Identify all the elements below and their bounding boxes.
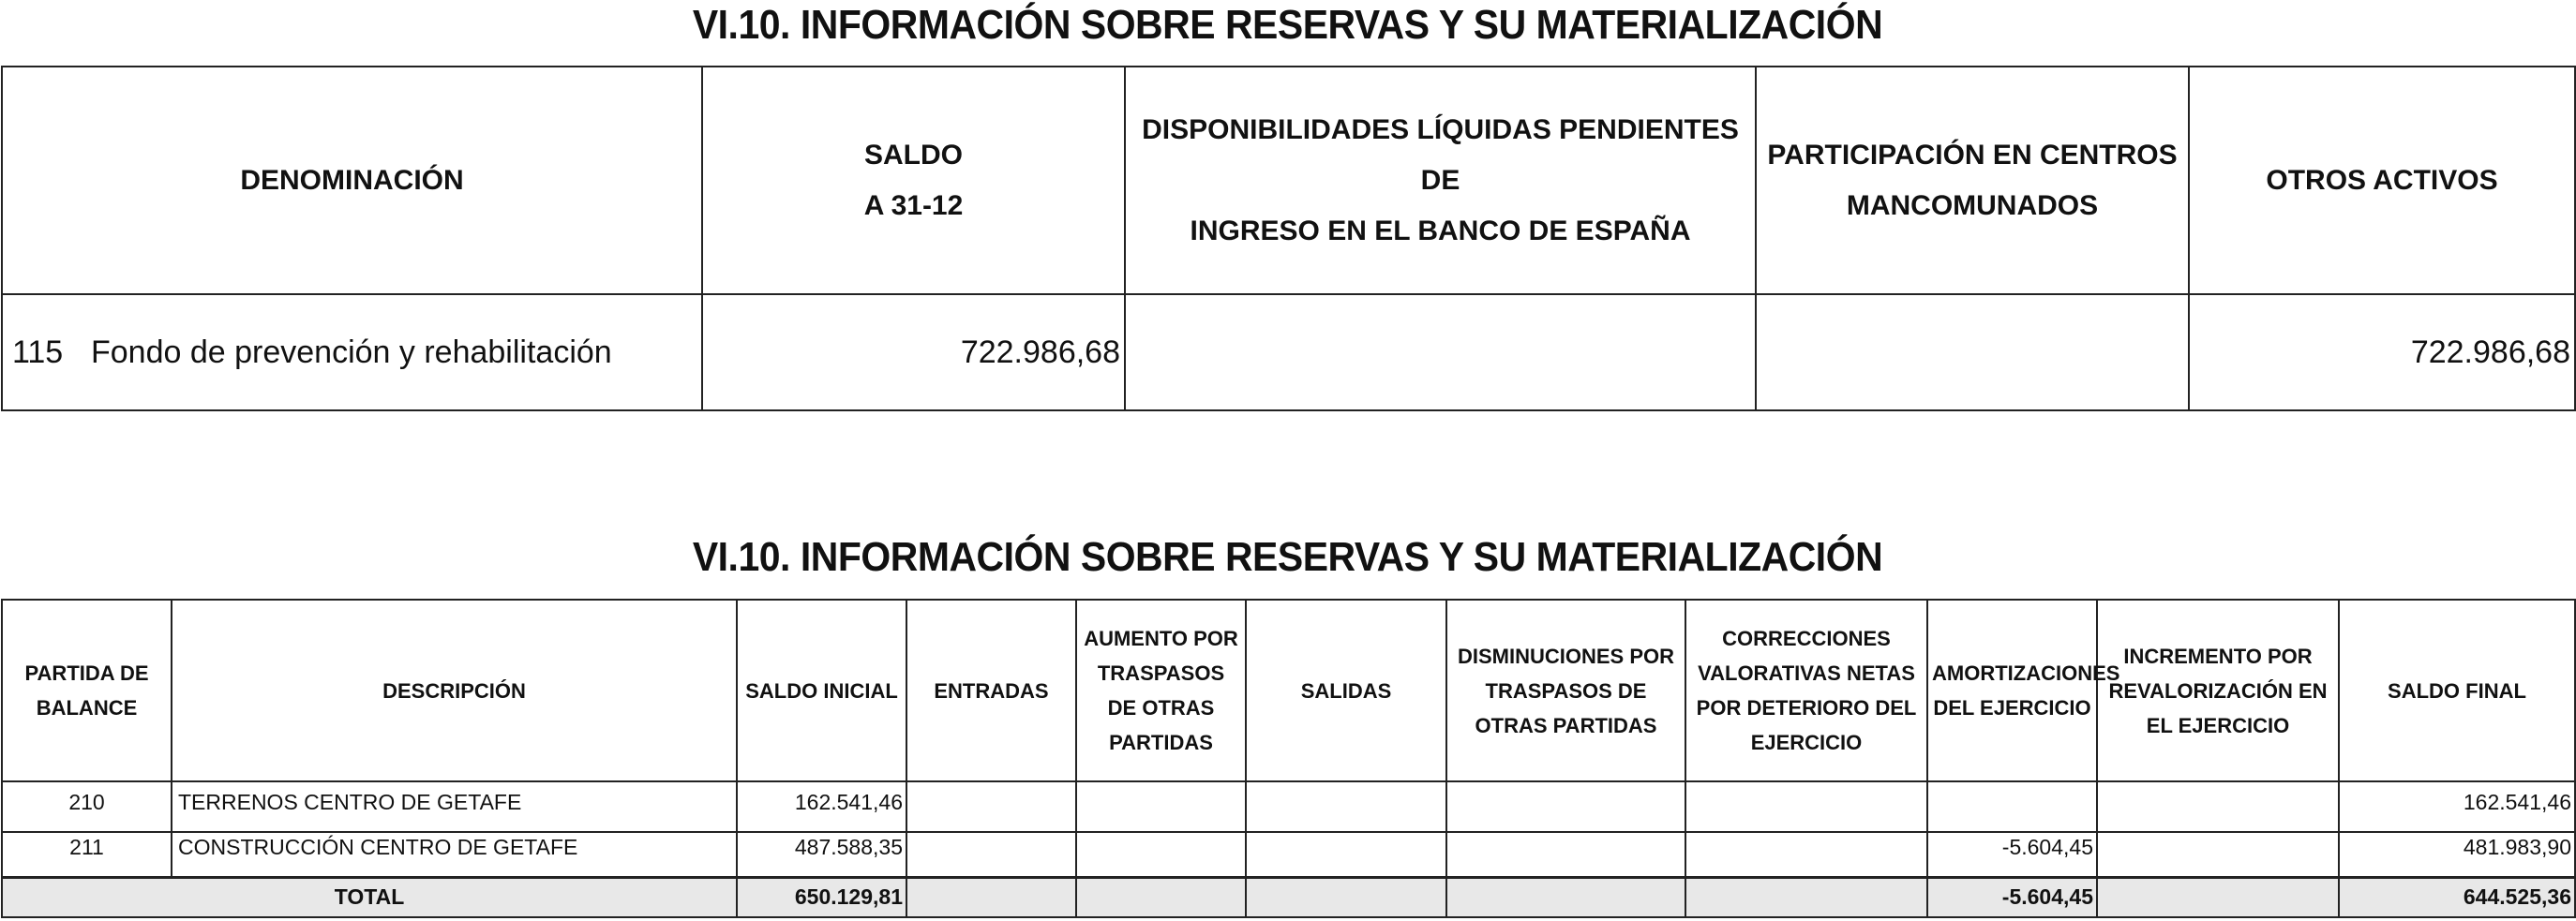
cell-aumento <box>1076 832 1246 877</box>
total-row <box>2 877 2575 917</box>
header-row <box>2 67 2575 294</box>
total-correcciones <box>1685 877 1927 917</box>
total-incremento <box>2097 877 2339 917</box>
page-title-materializacion: VI.10. INFORMACIÓN SOBRE RESERVAS Y SU MATERIALIZACIÓN <box>692 534 1883 580</box>
row-code: 115 <box>12 334 64 370</box>
header-correcciones: CORRECCIONES VALORATIVAS NETAS POR DETERIORO DEL EJERCICIO <box>1685 600 1927 781</box>
header-row <box>2 600 2575 781</box>
cell-entradas <box>906 832 1076 877</box>
cell-partida: 211 <box>2 832 172 877</box>
header-disminuciones: DISMINUCIONES POR TRASPASOS DE OTRAS PARTIDAS <box>1446 600 1685 781</box>
table-row <box>2 781 2575 832</box>
cell-correcciones <box>1685 832 1927 877</box>
header-descripcion: DESCRIPCIÓN <box>172 600 737 781</box>
cell-disponibilidades <box>1125 294 1756 410</box>
cell-disminuciones <box>1446 832 1685 877</box>
total-saldo-inicial: 650.129,81 <box>737 877 906 917</box>
cell-salidas <box>1246 781 1446 832</box>
header-saldo: SALDO A 31-12 <box>702 67 1125 294</box>
header-entradas: ENTRADAS <box>906 600 1076 781</box>
header-amortizaciones: AMORTIZACIONES DEL EJERCICIO <box>1927 600 2097 781</box>
header-participacion: PARTICIPACIÓN EN CENTROS MANCOMUNADOS <box>1756 67 2189 294</box>
cell-salidas <box>1246 832 1446 877</box>
total-aumento <box>1076 877 1246 917</box>
cell-saldo-final: 162.541,46 <box>2339 781 2575 832</box>
cell-descripcion: TERRENOS CENTRO DE GETAFE <box>172 781 737 832</box>
header-partida: PARTIDA DE BALANCE <box>2 600 172 781</box>
total-entradas <box>906 877 1076 917</box>
cell-otros-activos: 722.986,68 <box>2189 294 2575 410</box>
header-saldo-final: SALDO FINAL <box>2339 600 2575 781</box>
cell-aumento <box>1076 781 1246 832</box>
cell-disminuciones <box>1446 781 1685 832</box>
table-row <box>2 832 2575 877</box>
table-row <box>2 294 2575 410</box>
total-saldo-final: 644.525,36 <box>2339 877 2575 917</box>
total-disminuciones <box>1446 877 1685 917</box>
cell-denominacion <box>2 294 702 410</box>
row-label: Fondo de prevención y rehabilitación <box>91 334 612 370</box>
header-denominacion: DENOMINACIÓN <box>2 67 702 294</box>
cell-amortizaciones: -5.604,45 <box>1927 832 2097 877</box>
cell-saldo-inicial: 487.588,35 <box>737 832 906 877</box>
total-amortizaciones: -5.604,45 <box>1927 877 2097 917</box>
cell-incremento <box>2097 781 2339 832</box>
cell-correcciones <box>1685 781 1927 832</box>
cell-descripcion: CONSTRUCCIÓN CENTRO DE GETAFE <box>172 832 737 877</box>
cell-saldo-inicial: 162.541,46 <box>737 781 906 832</box>
materializacion-table <box>1 599 2576 918</box>
header-otros-activos: OTROS ACTIVOS <box>2189 67 2575 294</box>
header-incremento: INCREMENTO POR REVALORIZACIÓN EN EL EJERCICIO <box>2097 600 2339 781</box>
header-salidas: SALIDAS <box>1246 600 1446 781</box>
page-title-reservas: VI.10. INFORMACIÓN SOBRE RESERVAS Y SU MATERIALIZACIÓN <box>692 2 1883 48</box>
cell-entradas <box>906 781 1076 832</box>
cell-saldo: 722.986,68 <box>702 294 1125 410</box>
cell-partida: 210 <box>2 781 172 832</box>
header-disponibilidades: DISPONIBILIDADES LÍQUIDAS PENDIENTES DE INGRESO EN EL BANCO DE ESPAÑA <box>1125 67 1756 294</box>
total-salidas <box>1246 877 1446 917</box>
reservas-table <box>1 66 2576 411</box>
cell-saldo-final: 481.983,90 <box>2339 832 2575 877</box>
total-label: TOTAL <box>2 877 737 917</box>
header-saldo-inicial: SALDO INICIAL <box>737 600 906 781</box>
cell-participacion <box>1756 294 2189 410</box>
cell-amortizaciones <box>1927 781 2097 832</box>
header-aumento: AUMENTO POR TRASPASOS DE OTRAS PARTIDAS <box>1076 600 1246 781</box>
cell-incremento <box>2097 832 2339 877</box>
